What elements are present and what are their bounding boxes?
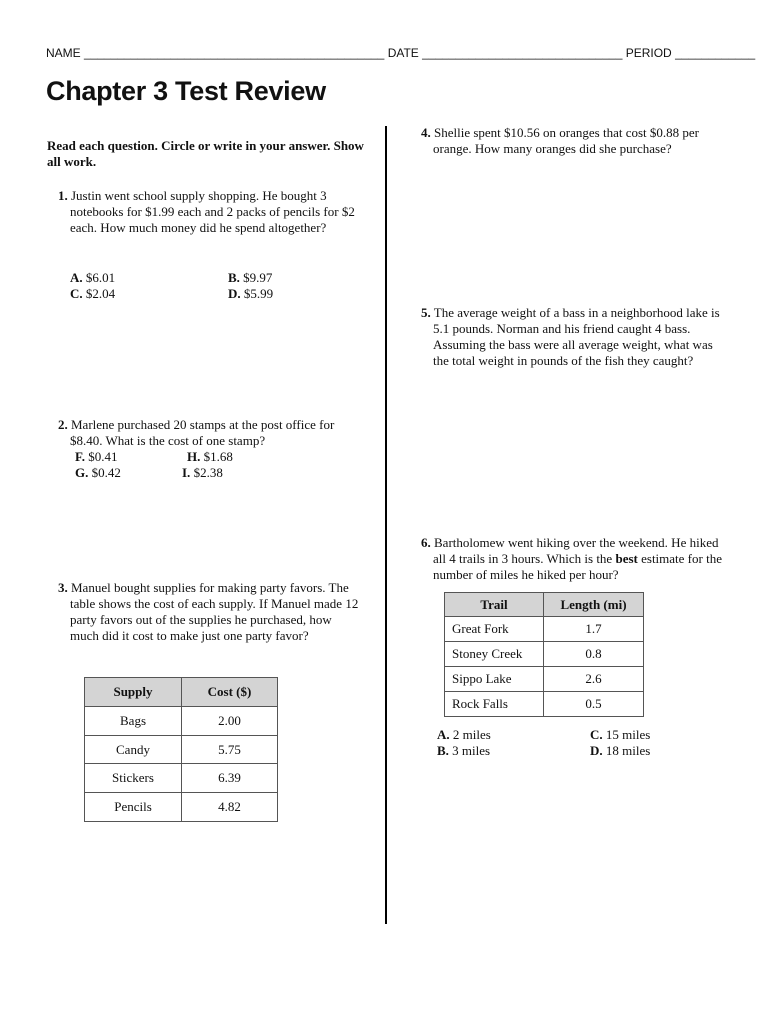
- table-cell: 5.75: [182, 736, 278, 764]
- table-cell: Rock Falls: [445, 692, 544, 717]
- question-5-text: The average weight of a bass in a neighborhood lake is 5.1 pounds. Norman and his friend caught 4 bass. Assuming the bass were all average weight, what was the total weight in pounds of the fish they caught?: [433, 305, 720, 368]
- question-2: [58, 417, 360, 449]
- choice-a[interactable]: A. $6.01: [70, 270, 116, 285]
- period-blank[interactable]: ____________: [675, 46, 756, 60]
- date-blank[interactable]: ______________________________: [422, 46, 623, 60]
- table-cell: 6.39: [182, 764, 278, 793]
- question-6: [421, 535, 727, 583]
- question-5-number: 5.: [421, 305, 431, 320]
- table-header-row: [85, 678, 278, 707]
- table-row: [85, 736, 278, 764]
- question-4: [421, 125, 725, 157]
- question-3: [58, 580, 360, 644]
- table-cell: Bags: [85, 707, 182, 736]
- table-cell: 0.8: [544, 642, 644, 667]
- table-row: [445, 692, 644, 717]
- question-2-text: Marlene purchased 20 stamps at the post office for $8.40. What is the cost of one stamp?: [70, 417, 335, 448]
- column-header: Supply: [85, 678, 182, 707]
- choice-f[interactable]: F. $0.41: [75, 449, 118, 464]
- choice-c[interactable]: C. 15 miles: [590, 727, 651, 742]
- page-title: Chapter 3 Test Review: [46, 76, 326, 106]
- name-blank[interactable]: _____________________________________________: [84, 46, 385, 60]
- table-row: [445, 667, 644, 692]
- choice-d[interactable]: D. 18 miles: [590, 743, 651, 758]
- choice-b[interactable]: B. 3 miles: [437, 743, 491, 758]
- table-cell: 2.00: [182, 707, 278, 736]
- question-2-choices: [75, 449, 295, 483]
- instructions: Read each question. Circle or write in your answer. Show all work.: [47, 138, 364, 169]
- choice-g[interactable]: G. $0.42: [75, 465, 121, 480]
- column-header: Cost ($): [182, 678, 278, 707]
- period-label: PERIOD: [625, 46, 672, 60]
- choice-h[interactable]: H. $1.68: [187, 449, 233, 464]
- table-row: [445, 642, 644, 667]
- choice-d[interactable]: D. $5.99: [228, 286, 274, 301]
- column-divider: [385, 126, 387, 924]
- question-1-text: Justin went school supply shopping. He bought 3 notebooks for $1.99 each and 2 packs of pencils for $2 each. How much money did he spend altogether?: [70, 188, 355, 235]
- column-header: Trail: [445, 593, 544, 617]
- table-cell: 1.7: [544, 617, 644, 642]
- choice-c[interactable]: C. $2.04: [70, 286, 116, 301]
- table-cell: Pencils: [85, 793, 182, 822]
- supply-cost-table: [84, 677, 278, 822]
- question-3-text: Manuel bought supplies for making party favors. The table shows the cost of each supply. If Manuel made 12 party favors out of the supplies he purchased, how much did it cost to make just one party favor?: [70, 580, 359, 643]
- question-5: [421, 305, 727, 369]
- question-4-number: 4.: [421, 125, 431, 140]
- table-cell: 2.6: [544, 667, 644, 692]
- name-label: NAME: [46, 46, 81, 60]
- table-cell: Sippo Lake: [445, 667, 544, 692]
- question-6-text-end: estimate for the number of miles he hiked per hour?: [433, 551, 722, 582]
- question-4-text: Shellie spent $10.56 on oranges that cost $0.88 per orange. How many oranges did she purchase?: [433, 125, 700, 156]
- question-2-number: 2.: [58, 417, 68, 432]
- table-cell: Stickers: [85, 764, 182, 793]
- choice-b[interactable]: B. $9.97: [228, 270, 273, 285]
- table-cell: 0.5: [544, 692, 644, 717]
- question-1-choices: [70, 270, 320, 304]
- student-info-header: [46, 46, 756, 60]
- table-cell: Candy: [85, 736, 182, 764]
- table-row: [85, 793, 278, 822]
- question-6-number: 6.: [421, 535, 431, 550]
- table-cell: 4.82: [182, 793, 278, 822]
- question-1-number: 1.: [58, 188, 68, 203]
- choice-i[interactable]: I. $2.38: [182, 465, 223, 480]
- table-row: [85, 764, 278, 793]
- date-label: DATE: [387, 46, 419, 60]
- table-header-row: [445, 593, 644, 617]
- question-1: [58, 188, 360, 236]
- question-6-text: Bartholomew went hiking over the weekend. He hiked all 4 trails in 3 hours. Which is the: [433, 535, 719, 566]
- column-header: Length (mi): [544, 593, 644, 617]
- table-row: [85, 707, 278, 736]
- question-6-choices: [437, 727, 677, 761]
- table-cell: Great Fork: [445, 617, 544, 642]
- question-6-emphasis: best: [615, 551, 638, 566]
- trail-length-table: [444, 592, 644, 717]
- choice-a[interactable]: A. 2 miles: [437, 727, 491, 742]
- table-row: [445, 617, 644, 642]
- table-cell: Stoney Creek: [445, 642, 544, 667]
- question-3-number: 3.: [58, 580, 68, 595]
